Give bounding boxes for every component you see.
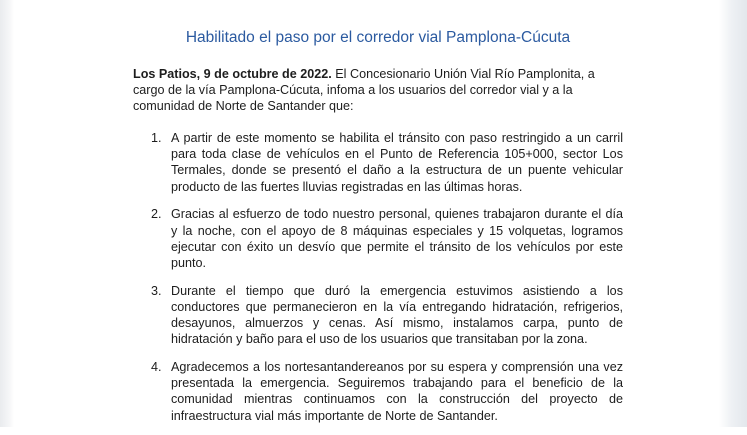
list-item-2 bbox=[133, 206, 623, 271]
list-item-text: Durante el tiempo que duró la emergencia estuvimos asistiendo a los conductores que permanecieron en la vía entregando hidratación, refrigerios, desayunos, almuerzos y cenas. Así mismo, instalamos carpa, punto de hidratación y baño para el uso de los usuarios que transitaban por la zona. bbox=[171, 283, 623, 347]
list-item-text: Agradecemos a los nortesantandereanos por su espera y comprensión una vez presentada la emergencia. Seguiremos trabajando para el beneficio de la comunidad mientras continuamos con la construcción del proyecto de infraestructura vial más importante de Norte de Santander. bbox=[171, 359, 623, 423]
list-item-number: 1. bbox=[151, 131, 162, 145]
intro-dateline: Los Patios, 9 de octubre de 2022. bbox=[133, 67, 332, 81]
intro-text: El Concesionario Unión Vial Río Pamplonita, a cargo de la vía Pamplona-Cúcuta, infoma a los usuarios del corredor vial y a la comunidad de Norte de Santander que: bbox=[133, 67, 595, 113]
list-item-text: A partir de este momento se habilita el tránsito con paso restringido a un carril para toda clase de vehículos en el Punto de Referencia 105+000, sector Los Termales, donde se presentó el daño a la estructura de un puente vehicular producto de las fuertes lluvias registradas en las últimas horas. bbox=[171, 131, 623, 194]
list-item-number: 3. bbox=[151, 283, 162, 298]
list-item-3 bbox=[133, 283, 623, 348]
press-release-document bbox=[133, 0, 623, 427]
list-item-number: 4. bbox=[151, 359, 162, 374]
announcement-list bbox=[133, 130, 623, 435]
right-page-edge bbox=[719, 0, 747, 427]
list-item-4 bbox=[133, 359, 623, 424]
list-item-1 bbox=[133, 130, 623, 195]
document-title: Habilitado el paso por el corredor vial Pamplona-Cúcuta bbox=[185, 29, 571, 46]
left-page-edge bbox=[0, 0, 14, 427]
list-item-text: Gracias al esfuerzo de todo nuestro personal, quienes trabajaron durante el día y la noche, con el apoyo de 8 máquinas especiales y 15 volquetas, logramos ejecutar con éxito un desvío que permite el tránsito de los vehículos por este punto. bbox=[171, 207, 623, 270]
list-item-number: 2. bbox=[151, 207, 162, 222]
intro-paragraph bbox=[133, 66, 623, 114]
